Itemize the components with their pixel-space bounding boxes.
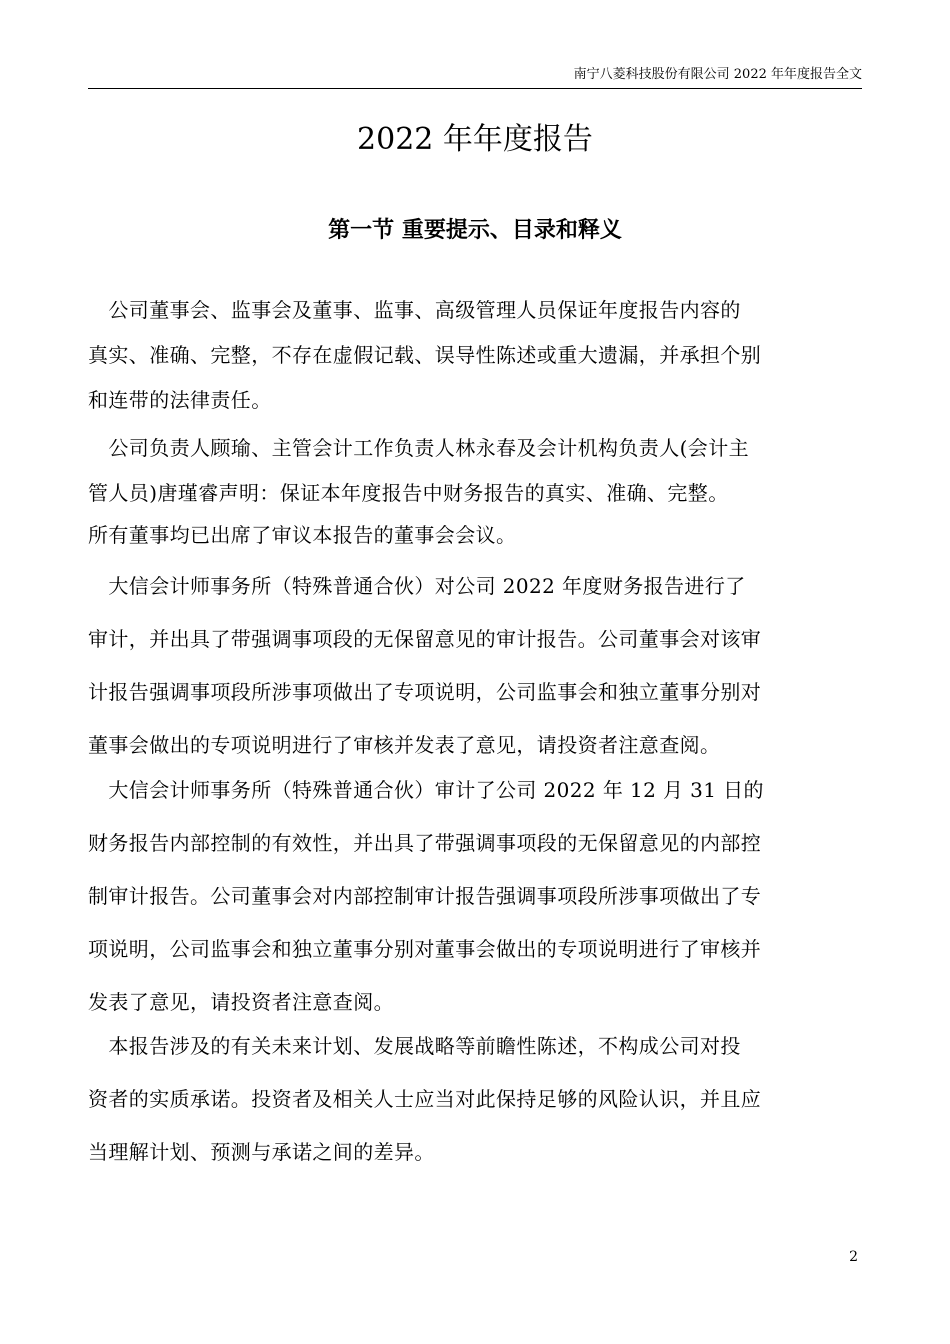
- paragraph-internal-control-audit: [88, 764, 848, 1029]
- paragraph-line: 所有董事均已出席了审议本报告的董事会会议。: [88, 523, 517, 547]
- paragraph-audit-report: [88, 560, 848, 772]
- paragraph-line: 大信会计师事务所（特殊普通合伙）对公司 2022 年度财务报告进行了: [88, 574, 746, 598]
- paragraph-forward-looking: [88, 1020, 848, 1179]
- report-title: 2022 年年度报告: [357, 122, 593, 157]
- paragraph-line: 审计，并出具了带强调事项段的无保留意见的审计报告。公司董事会对该审: [88, 627, 762, 651]
- paragraph-line: 项说明，公司监事会和独立董事分别对董事会做出的专项说明进行了审核并: [88, 937, 762, 961]
- paragraph-line: 发表了意见，请投资者注意查阅。: [88, 990, 394, 1014]
- header-title: 南宁八菱科技股份有限公司 2022 年年度报告全文: [573, 67, 862, 82]
- paragraph-line: 资者的实质承诺。投资者及相关人士应当对此保持足够的风险认识，并且应: [88, 1087, 762, 1111]
- paragraph-line: 本报告涉及的有关未来计划、发展战略等前瞻性陈述，不构成公司对投: [88, 1034, 741, 1058]
- paragraph-line: 计报告强调事项段所涉事项做出了专项说明，公司监事会和独立董事分别对: [88, 680, 762, 704]
- paragraph-line: 公司董事会、监事会及董事、监事、高级管理人员保证年度报告内容的: [88, 298, 741, 322]
- paragraph-line: 制审计报告。公司董事会对内部控制审计报告强调事项段所涉事项做出了专: [88, 884, 762, 908]
- page-header: [88, 60, 862, 89]
- paragraph-responsible-persons: [88, 426, 848, 516]
- paragraph-line: 财务报告内部控制的有效性，并出具了带强调事项段的无保留意见的内部控: [88, 831, 762, 855]
- paragraph-line: 董事会做出的专项说明进行了审核并发表了意见，请投资者注意查阅。: [88, 733, 721, 757]
- paragraph-board-guarantee: [88, 288, 848, 423]
- paragraph-line: 和连带的法律责任。: [88, 388, 272, 412]
- paragraph-line: 真实、准确、完整，不存在虚假记载、误导性陈述或重大遗漏，并承担个别: [88, 343, 762, 367]
- page-number: 2: [849, 1249, 858, 1265]
- paragraph-line: 当理解计划、预测与承诺之间的差异。: [88, 1140, 435, 1164]
- paragraph-directors-attendance: [88, 513, 848, 558]
- section-title: 第一节 重要提示、目录和释义: [328, 217, 622, 243]
- paragraph-line: 公司负责人顾瑜、主管会计工作负责人林永春及会计机构负责人(会计主: [88, 436, 750, 460]
- paragraph-line: 大信会计师事务所（特殊普通合伙）审计了公司 2022 年 12 月 31 日的: [88, 778, 764, 802]
- paragraph-line: 管人员)唐瑾睿声明：保证本年度报告中财务报告的真实、准确、完整。: [88, 481, 729, 505]
